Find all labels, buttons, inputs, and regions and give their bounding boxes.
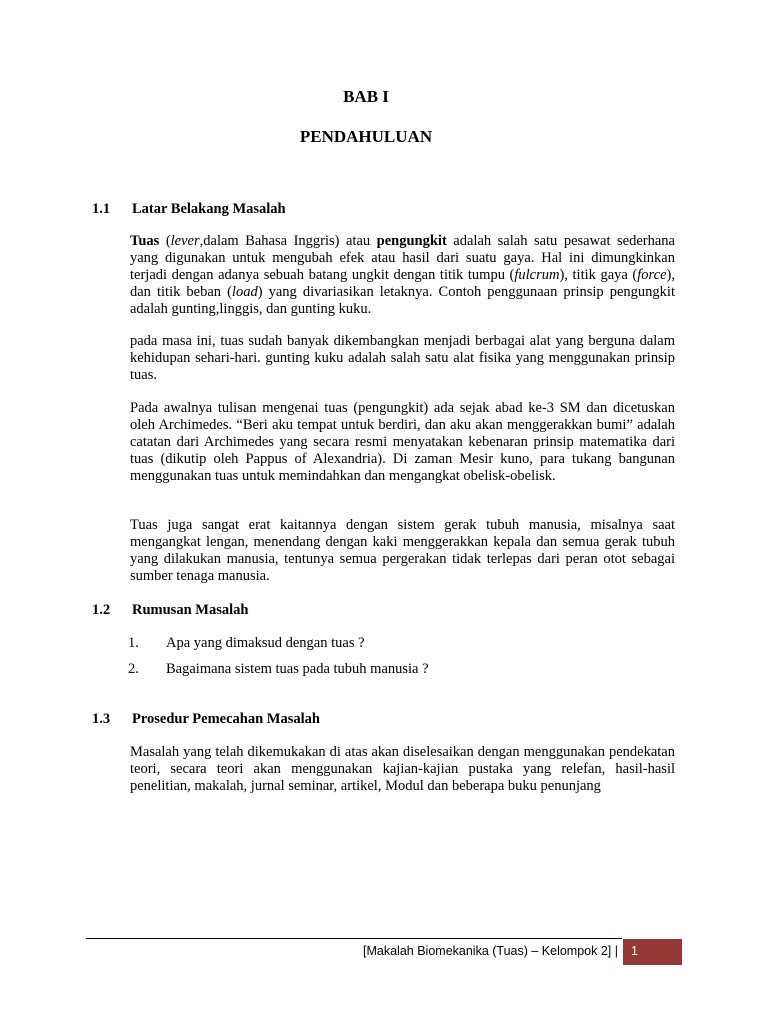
paragraph-tuas-history: Pada awalnya tulisan mengenai tuas (pengungkit) ada sejak abad ke-3 SM dan dicetuskan oleh Archimedes. “Beri aku tempat untuk berdiri, dan aku akan menggerakkan bumi” adalah catatan dari Archimedes yang secara resmi menyatakan kebenaran prinsip matematika dari tuas (dikutip oleh Pappus of Alexandria). Di zaman Mesir kuno, para tukang bangunan menggunakan tuas untuk memindahkan dan mengangkat obelisk-obelisk. — [130, 400, 675, 484]
page-number-badge: 1 — [623, 939, 682, 965]
section-number: 1.3 — [92, 711, 111, 727]
term-force: force — [637, 267, 667, 283]
section-number: 1.1 — [92, 201, 111, 217]
term-pengungkit: pengungkit — [376, 233, 447, 249]
paragraph-tuas-definition: Tuas (lever,dalam Bahasa Inggris) atau pengungkit adalah salah satu pesawat sederhana yang digunakan untuk mengubah efek atau hasil dari suatu gaya. Hal ini dimungkinkan terjadi dengan adanya sebuah batang ungkit dengan titik tumpu (fulcrum), titik gaya (force), dan titik beban (load) yang divariasikan letaknya. Contoh penggunaan prinsip pengungkit adalah gunting,linggis, dan gunting kuku. — [130, 233, 675, 317]
section-1-1-heading — [92, 201, 286, 218]
section-title: Prosedur Pemecahan Masalah — [132, 711, 320, 727]
section-title: Rumusan Masalah — [132, 602, 249, 618]
chapter-label: BAB I — [343, 87, 389, 106]
footer-divider — [86, 938, 622, 939]
term-tuas: Tuas — [130, 233, 160, 249]
list-item-number: 2. — [128, 661, 139, 677]
list-item-number: 1. — [128, 635, 139, 651]
term-lever: lever — [170, 233, 200, 249]
list-item — [128, 661, 429, 678]
section-number: 1.2 — [92, 602, 111, 618]
list-item — [128, 635, 365, 652]
term-load: load — [231, 284, 258, 300]
paragraph-procedure: Masalah yang telah dikemukakan di atas akan diselesaikan dengan menggunakan pendekatan teori, secara teori akan menggunakan kajian-kajian pustaka yang relefan, hasil-hasil penelitian, makalah, jurnal seminar, artikel, Modul dan beberapa buku penunjang — [130, 744, 675, 794]
term-fulcrum: fulcrum — [514, 267, 560, 283]
list-item-text: Apa yang dimaksud dengan tuas ? — [166, 635, 365, 651]
paragraph-tuas-today: pada masa ini, tuas sudah banyak dikembangkan menjadi berbagai alat yang berguna dalam kehidupan sehari-hari. gunting kuku adalah salah satu alat fisika yang menggunakan prinsip tuas. — [130, 333, 675, 383]
footer-title: [Makalah Biomekanika (Tuas) – Kelompok 2] | — [363, 944, 618, 958]
section-1-3-heading — [92, 711, 320, 728]
list-item-text: Bagaimana sistem tuas pada tubuh manusia ? — [166, 661, 429, 677]
paragraph-tuas-human-body: Tuas juga sangat erat kaitannya dengan sistem gerak tubuh manusia, misalnya saat mengangkat lengan, menendang dengan kaki menggerakkan kepala dan semua gerak tubuh yang dilakukan manusia, tentunya semua pergerakan tidak terlepas dari peran otot sebagai sumber tenaga manusia. — [130, 517, 675, 584]
section-title: Latar Belakang Masalah — [132, 201, 286, 217]
section-1-2-heading — [92, 602, 248, 619]
chapter-title: PENDAHULUAN — [299, 127, 433, 146]
